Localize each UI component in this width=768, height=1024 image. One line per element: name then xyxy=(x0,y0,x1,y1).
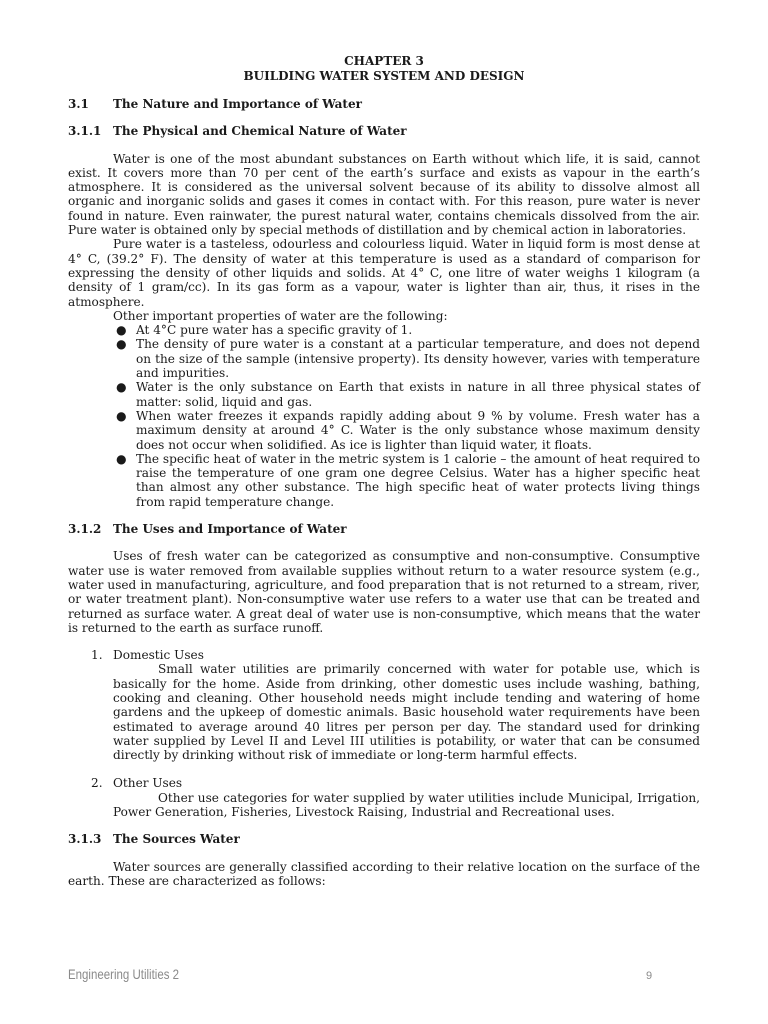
paragraph: Water sources are generally classified according to their relative location on the surface of the earth. These are characterized as follows: xyxy=(68,859,700,888)
section-heading-3-1-1 xyxy=(68,124,700,138)
paragraph: Other important properties of water are the following: xyxy=(113,308,448,323)
list-item-text: Other use categories for water supplied by water utilities include Municipal, Irrigation, Power Generation, Fisheries, Livestock Raising, Industrial and Recreational uses. xyxy=(113,790,700,820)
section-heading-3-1-3 xyxy=(68,832,700,846)
list-item: ● Water is the only substance on Earth that exists in nature in all three physical states of matter: solid, liquid and gas. xyxy=(116,380,700,409)
bullet-icon: ● xyxy=(116,380,127,395)
section-heading-3-1 xyxy=(68,97,700,111)
section-title: The Sources Water xyxy=(113,832,240,847)
list-item: ● The density of pure water is a constant at a particular temperature, and does not depend on the size of the sample (intensive property). Its density however, varies with temperature and impurities. xyxy=(116,337,700,381)
bullet-icon: ● xyxy=(116,408,127,423)
uses-list xyxy=(68,648,700,819)
section-number: 3.1.3 xyxy=(68,832,102,847)
list-item-label: Domestic Uses xyxy=(113,648,204,663)
bullet-icon: ● xyxy=(116,451,127,466)
paragraph: Water is one of the most abundant substances on Earth without which life, it is said, cannot exist. It covers more than 70 per cent of the earth’s surface and exists as vapour in the earth’s atmosphere. It is considered as the universal solvent because of its ability to dissolve almost all organic and inorganic solids and gases it comes in contact with. For this reason, pure water is never found in nature. Even rainwater, the purest natural water, contains chemicals dissolved from the air. Pure water is obtained only by special methods of distillation and by chemical action in laboratories. xyxy=(68,151,700,238)
footer-title: Engineering Utilities 2 xyxy=(68,966,180,982)
paragraph: Pure water is a tasteless, odourless and colourless liquid. Water in liquid form is most dense at 4° C, (39.2° F). The density of water at this temperature is used as a standard of comparison for expressing the density of other liquids and solids. At 4° C, one litre of water weighs 1 kilogram (a density of 1 gram/cc). In its gas form as a vapour, water is lighter than air, thus, it rises in the atmosphere. xyxy=(68,237,700,309)
list-number: 2. xyxy=(91,776,103,791)
bullet-icon: ● xyxy=(116,337,127,352)
page-content xyxy=(68,54,700,888)
section-title: The Nature and Importance of Water xyxy=(113,97,362,111)
list-number: 1. xyxy=(91,648,103,663)
list-item: ● The specific heat of water in the metric system is 1 calorie – the amount of heat required to raise the temperature of one gram one degree Celsius. Water has a higher specific heat than almost any other substance. The high specific heat of water protects living things from rapid temperature change. xyxy=(116,451,700,509)
paragraph: Uses of fresh water can be categorized as consumptive and non-consumptive. Consumptive water use is water removed from available supplies without return to a water resource system (e.g., water used in manufacturing, agriculture, and food preparation that is not returned to a stream, river, or water treatment plant). Non-consumptive water use refers to a water use that can be treated and returned as surface water. A great deal of water use is non-consumptive, which means that the water is returned to the earth as surface runoff. xyxy=(68,549,700,635)
chapter-number: CHAPTER 3 xyxy=(344,54,424,68)
list-item: ● When water freezes it expands rapidly adding about 9 % by volume. Fresh water has a maximum density at around 4° C. Water is the only substance whose maximum density does not occur when solidified. As ice is lighter than liquid water, it floats. xyxy=(116,408,700,452)
section-title: The Physical and Chemical Nature of Water xyxy=(113,124,407,139)
properties-list xyxy=(68,323,700,509)
list-item xyxy=(91,776,700,820)
chapter-title: BUILDING WATER SYSTEM AND DESIGN xyxy=(243,68,525,83)
list-item: ● At 4°C pure water has a specific gravity of 1. xyxy=(116,323,413,338)
list-item-label: Other Uses xyxy=(113,776,183,791)
bullet-icon: ● xyxy=(116,323,127,338)
section-heading-3-1-2 xyxy=(68,522,700,536)
section-number: 3.1 xyxy=(68,97,89,111)
list-item-text: Small water utilities are primarily concerned with water for potable use, which is basically for the home. Aside from drinking, other domestic uses include washing, bathing, cooking and cleaning. Other household needs might include tending and watering of home gardens and the upkeep of domestic animals. Basic household water requirements have been estimated to average around 40 litres per person per day. The standard used for drinking water supplied by Level II and Level III utilities is potability, or water that can be consumed directly by drinking without risk of immediate or long-term harmful effects. xyxy=(113,662,700,763)
section-number: 3.1.1 xyxy=(68,124,102,139)
list-item xyxy=(91,648,700,763)
section-title: The Uses and Importance of Water xyxy=(113,522,347,537)
section-number: 3.1.2 xyxy=(68,522,102,537)
page-number: 9 xyxy=(646,970,653,982)
